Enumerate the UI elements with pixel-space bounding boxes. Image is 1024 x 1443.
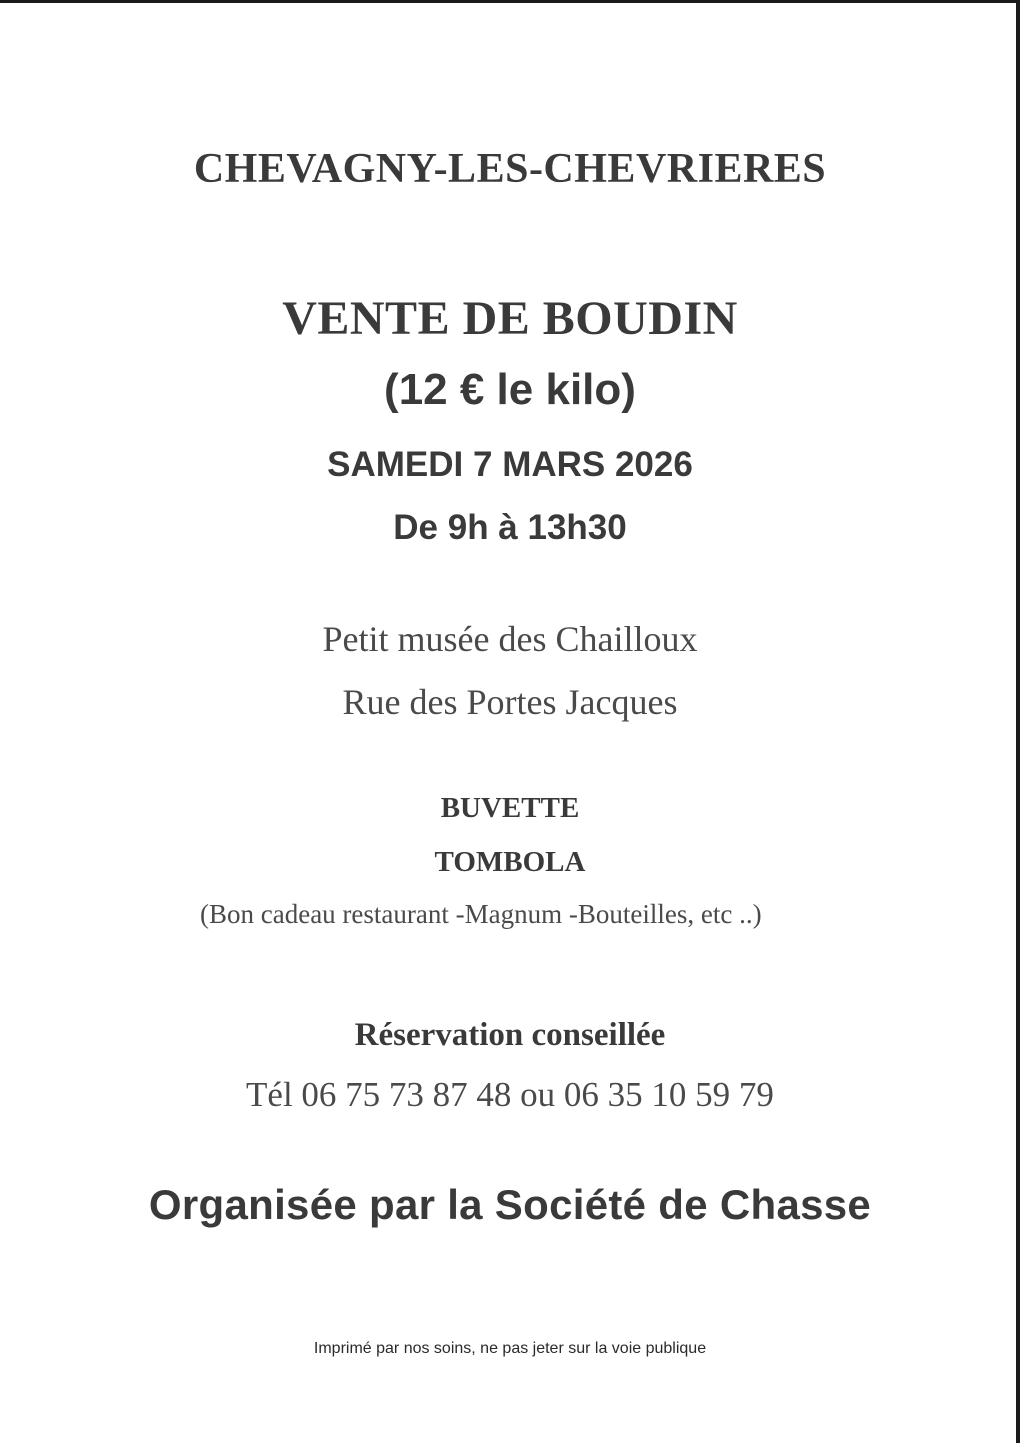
event-price: (12 € le kilo) [384, 365, 636, 414]
event-venue: Petit musée des Chailloux [322, 619, 698, 659]
tombola-label: TOMBOLA [434, 846, 586, 878]
footer-note: Imprimé par nos soins, ne pas jeter sur la voie publique [313, 1340, 707, 1357]
reservation-note: Réservation conseillée [354, 1017, 666, 1053]
event-title: VENTE DE BOUDIN [282, 292, 738, 345]
tombola-prizes: (Bon cadeau restaurant -Magnum -Bouteilles, etc ..) [200, 899, 762, 929]
event-hours: De 9h à 13h30 [393, 508, 627, 547]
event-street: Rue des Portes Jacques [342, 682, 678, 722]
event-date: SAMEDI 7 MARS 2026 [327, 445, 693, 484]
phone-numbers: Tél 06 75 73 87 48 ou 06 35 10 59 79 [246, 1075, 774, 1114]
buvette-label: BUVETTE [440, 792, 580, 824]
organizer-line: Organisée par la Société de Chasse [148, 1181, 872, 1228]
town-name: CHEVAGNY-LES-CHEVRIERES [193, 146, 827, 192]
